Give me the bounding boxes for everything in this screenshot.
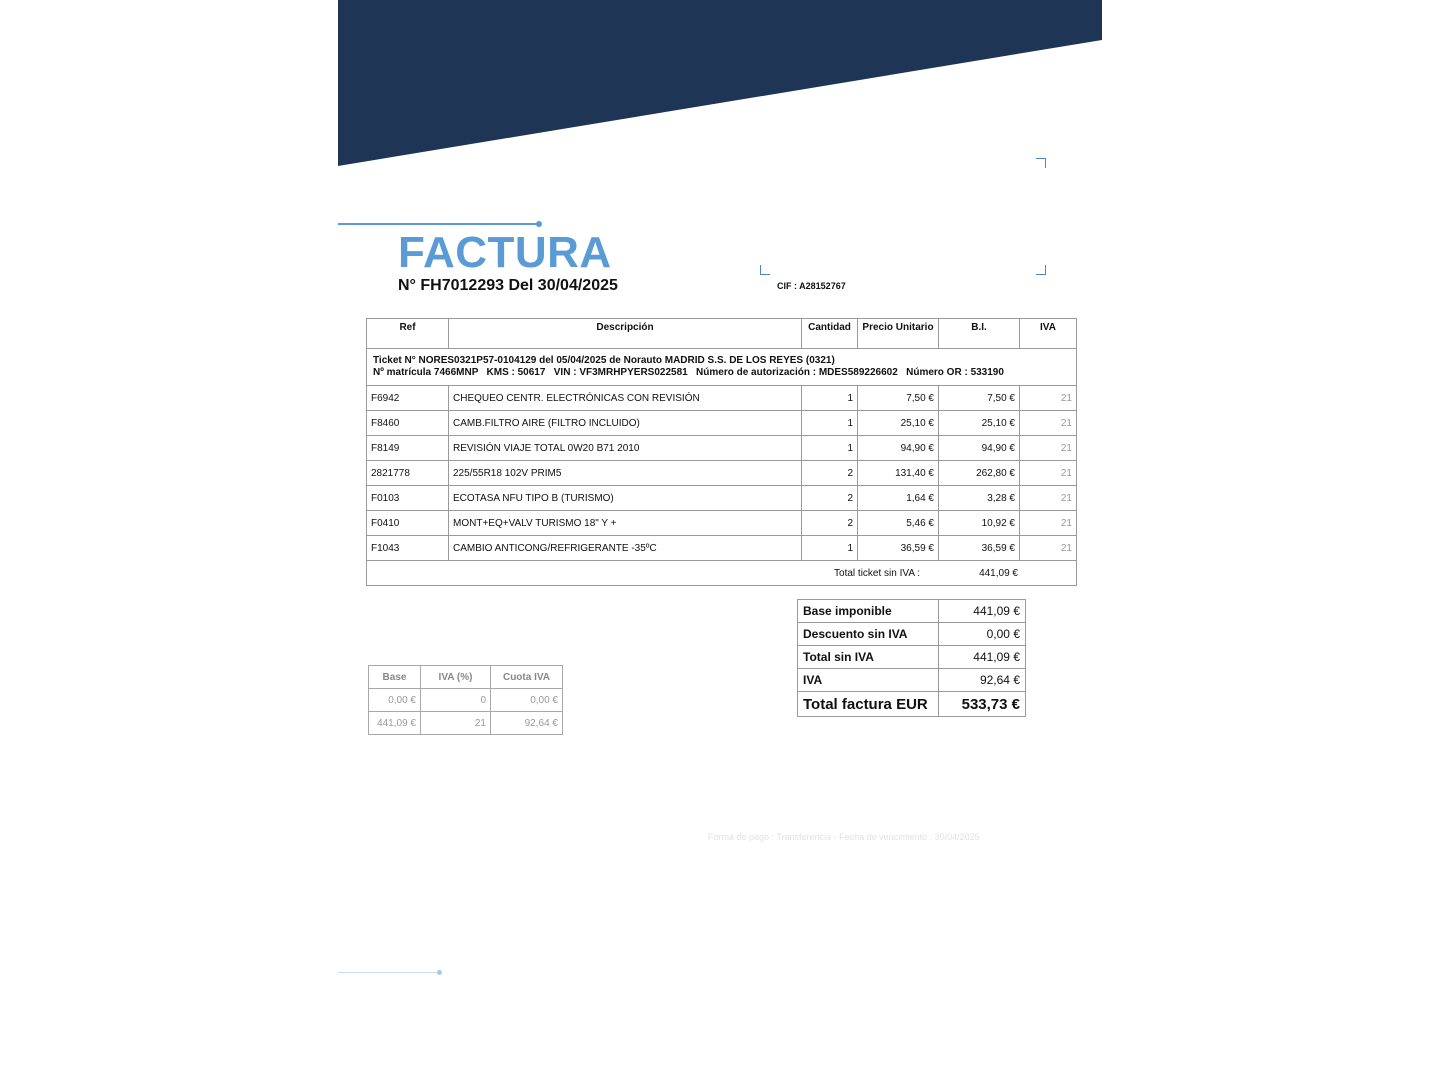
- cell-ref: F8149: [367, 436, 449, 461]
- cell-unit: 131,40 €: [858, 461, 939, 486]
- ticket-total-value: 441,09 €: [979, 567, 1018, 579]
- cell-qty: 1: [802, 411, 858, 436]
- summary-total-row: [798, 692, 1026, 717]
- summary-value: 441,09 €: [939, 646, 1026, 669]
- cell-qty: 2: [802, 461, 858, 486]
- vat-header-pct: IVA (%): [421, 666, 491, 689]
- grand-total-value: 533,73 €: [939, 692, 1026, 717]
- cell-qty: 1: [802, 386, 858, 411]
- header-iva: IVA: [1020, 319, 1077, 349]
- cell-desc: CHEQUEO CENTR. ELECTRÓNICAS CON REVISIÓN: [449, 386, 802, 411]
- cell-bi: 262,80 €: [939, 461, 1020, 486]
- cell-desc: ECOTASA NFU TIPO B (TURISMO): [449, 486, 802, 511]
- cell-qty: 2: [802, 486, 858, 511]
- cell-desc: MONT+EQ+VALV TURISMO 18" Y +: [449, 511, 802, 536]
- summary-row: [798, 669, 1026, 692]
- payment-terms: Forma de pago : Transferencia - Fecha de vencimiento : 30/04/2025: [708, 832, 980, 842]
- cell-desc: CAMB.FILTRO AIRE (FILTRO INCLUIDO): [449, 411, 802, 436]
- summary-label: Descuento sin IVA: [798, 623, 939, 646]
- cell-bi: 3,28 €: [939, 486, 1020, 511]
- vat-header-base: Base: [369, 666, 421, 689]
- invoice-number: N° FH7012293 Del 30/04/2025: [398, 277, 618, 294]
- cell-ref: F6942: [367, 386, 449, 411]
- cell-unit: 1,64 €: [858, 486, 939, 511]
- header-banner: [338, 0, 1102, 166]
- vat-base: 441,09 €: [369, 712, 421, 735]
- cell-unit: 5,46 €: [858, 511, 939, 536]
- vat-cuota: 0,00 €: [491, 689, 563, 712]
- grand-total-label: Total factura EUR: [798, 692, 939, 717]
- table-row: [367, 461, 1077, 486]
- invoice-page: [338, 0, 1102, 1080]
- cell-bi: 94,90 €: [939, 436, 1020, 461]
- ticket-total-label: Total ticket sin IVA :: [834, 567, 920, 579]
- table-row: [367, 511, 1077, 536]
- decorative-line-footer: [338, 972, 438, 973]
- vat-base: 0,00 €: [369, 689, 421, 712]
- cell-desc: 225/55R18 102V PRIM5: [449, 461, 802, 486]
- ticket-total-row: [367, 561, 1077, 586]
- cell-iva: 21: [1020, 386, 1077, 411]
- header-descripcion: Descripción: [449, 319, 802, 349]
- cell-ref: F0103: [367, 486, 449, 511]
- cell-qty: 1: [802, 536, 858, 561]
- summary-row: [798, 600, 1026, 623]
- cell-ref: 2821778: [367, 461, 449, 486]
- cell-bi: 25,10 €: [939, 411, 1020, 436]
- cell-iva: 21: [1020, 511, 1077, 536]
- items-header-row: [367, 319, 1077, 349]
- frame-corner-top-right: [1036, 158, 1046, 168]
- summary-label: Total sin IVA: [798, 646, 939, 669]
- items-table: [366, 318, 1077, 586]
- cell-ref: F1043: [367, 536, 449, 561]
- summary-label: Base imponible: [798, 600, 939, 623]
- header-cantidad: Cantidad: [802, 319, 858, 349]
- ticket-info-row: [367, 349, 1077, 386]
- decorative-line: [338, 223, 538, 225]
- ticket-total: [367, 561, 1077, 586]
- summary-value: 0,00 €: [939, 623, 1026, 646]
- cif-label: CIF : A28152767: [777, 281, 846, 291]
- vat-pct: 21: [421, 712, 491, 735]
- cell-iva: 21: [1020, 536, 1077, 561]
- cell-ref: F8460: [367, 411, 449, 436]
- document-title: FACTURA: [398, 228, 612, 277]
- table-row: [367, 386, 1077, 411]
- cell-iva: 21: [1020, 486, 1077, 511]
- summary-label: IVA: [798, 669, 939, 692]
- header-ref: Ref: [367, 319, 449, 349]
- ticket-info: [367, 349, 1077, 386]
- cell-qty: 1: [802, 436, 858, 461]
- cell-bi: 36,59 €: [939, 536, 1020, 561]
- cell-desc: CAMBIO ANTICONG/REFRIGERANTE -35ºC: [449, 536, 802, 561]
- ticket-line-2: Nº matrícula 7466MNP KMS : 50617 VIN : VF3MRHPYERS022581 Número de autorización : MDES589226602 Número OR : 533190: [373, 367, 1004, 378]
- header-precio-unitario: Precio Unitario: [858, 319, 939, 349]
- table-row: [367, 536, 1077, 561]
- cell-iva: 21: [1020, 411, 1077, 436]
- vat-header-cuota: Cuota IVA: [491, 666, 563, 689]
- cell-iva: 21: [1020, 461, 1077, 486]
- summary-value: 92,64 €: [939, 669, 1026, 692]
- cell-unit: 25,10 €: [858, 411, 939, 436]
- cell-unit: 94,90 €: [858, 436, 939, 461]
- frame-corner-bottom-left: [760, 265, 770, 275]
- vat-breakdown-table: [368, 665, 563, 735]
- cell-bi: 7,50 €: [939, 386, 1020, 411]
- decorative-dot-footer: [437, 970, 442, 975]
- vat-header-row: [369, 666, 563, 689]
- cell-unit: 36,59 €: [858, 536, 939, 561]
- summary-row: [798, 623, 1026, 646]
- vat-row: [369, 689, 563, 712]
- cell-qty: 2: [802, 511, 858, 536]
- cell-iva: 21: [1020, 436, 1077, 461]
- table-row: [367, 436, 1077, 461]
- cell-unit: 7,50 €: [858, 386, 939, 411]
- vat-row: [369, 712, 563, 735]
- decorative-dot: [536, 221, 542, 227]
- vat-cuota: 92,64 €: [491, 712, 563, 735]
- summary-row: [798, 646, 1026, 669]
- vat-pct: 0: [421, 689, 491, 712]
- cell-desc: REVISIÓN VIAJE TOTAL 0W20 B71 2010: [449, 436, 802, 461]
- table-row: [367, 411, 1077, 436]
- summary-table: [797, 599, 1026, 717]
- cell-bi: 10,92 €: [939, 511, 1020, 536]
- summary-value: 441,09 €: [939, 600, 1026, 623]
- table-row: [367, 486, 1077, 511]
- ticket-line-1: Ticket N° NORES0321P57-0104129 del 05/04/2025 de Norauto MADRID S.S. DE LOS REYES (0321): [373, 355, 835, 366]
- frame-corner-bottom-right: [1036, 265, 1046, 275]
- header-bi: B.I.: [939, 319, 1020, 349]
- cell-ref: F0410: [367, 511, 449, 536]
